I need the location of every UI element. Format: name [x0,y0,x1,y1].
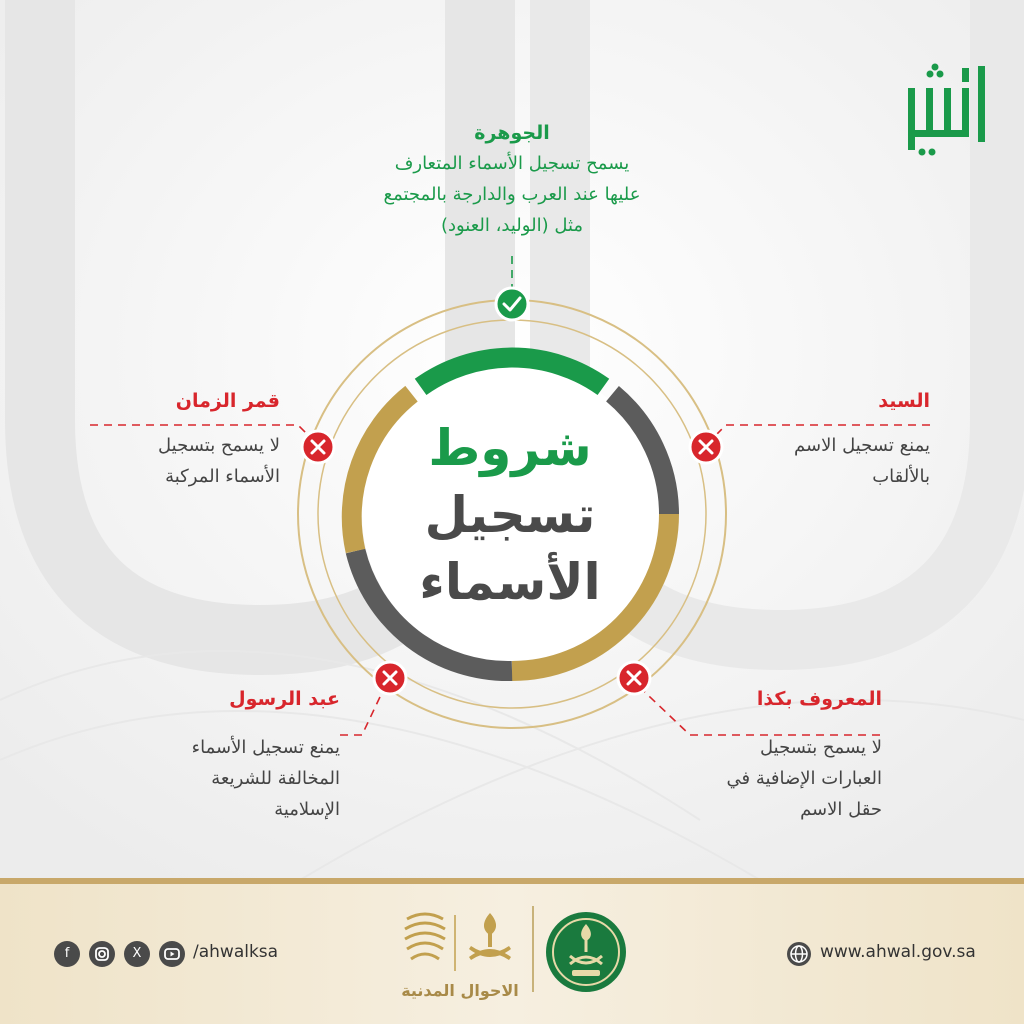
condition-text-line: عليها عند العرب والدارجة بالمجتمع [383,184,641,205]
center-title-line2: تسجيل [424,486,596,544]
civil-affairs-logo [395,905,525,1000]
civil-affairs-emblem-icon [395,905,525,977]
cross-icon-left-top [302,431,334,463]
center-title-line1: شروط [428,419,592,477]
logo-divider [532,906,534,992]
ministry-seal-icon [544,910,628,998]
civil-affairs-name: الاحوال المدنية [401,981,519,1000]
cross-icon-right-top [690,431,722,463]
center-title-line3: الأسماء [419,553,601,611]
website-link[interactable]: www.ahwal.gov.sa [820,942,976,962]
condition-text-line: الأسماء المركبة [165,466,280,487]
footer-divider [0,878,1024,884]
condition-title: المعروف بكذا [756,688,882,710]
condition-left-bottom [100,688,340,825]
condition-text-line: بالألقاب [872,466,930,487]
condition-text-line: يمنع تسجيل الاسم [794,435,930,456]
condition-text-line: حقل الاسم [800,799,882,820]
social-handle[interactable]: /ahwalksa [193,942,279,962]
cross-icon-right-bottom [618,662,650,694]
condition-top [320,122,704,241]
condition-text-line: يسمح تسجيل الأسماء المتعارف [394,153,630,174]
check-icon [496,288,528,320]
facebook-icon[interactable]: f [54,941,80,967]
x-icon[interactable]: X [124,941,150,967]
condition-text-line: لا يسمح بتسجيل [158,435,280,456]
condition-text-line: لا يسمح بتسجيل [760,737,882,758]
condition-title: السيد [878,390,930,412]
globe-icon [786,941,812,971]
youtube-icon[interactable] [159,941,185,967]
condition-text-line: يمنع تسجيل الأسماء [191,737,340,758]
condition-text-line: العبارات الإضافية في [726,768,882,789]
condition-left-top [60,390,280,492]
condition-right-top [740,390,930,492]
condition-text-line: مثل (الوليد، العنود) [440,215,584,236]
condition-title: الجوهرة [474,122,550,144]
instagram-icon[interactable] [89,941,115,967]
condition-text-line: المخالفة للشريعة [211,768,340,789]
condition-title: عبد الرسول [229,688,340,710]
condition-title: قمر الزمان [175,390,280,412]
condition-text-line: الإسلامية [274,799,340,820]
cross-icon-left-bottom [374,662,406,694]
condition-right-bottom [660,688,882,825]
